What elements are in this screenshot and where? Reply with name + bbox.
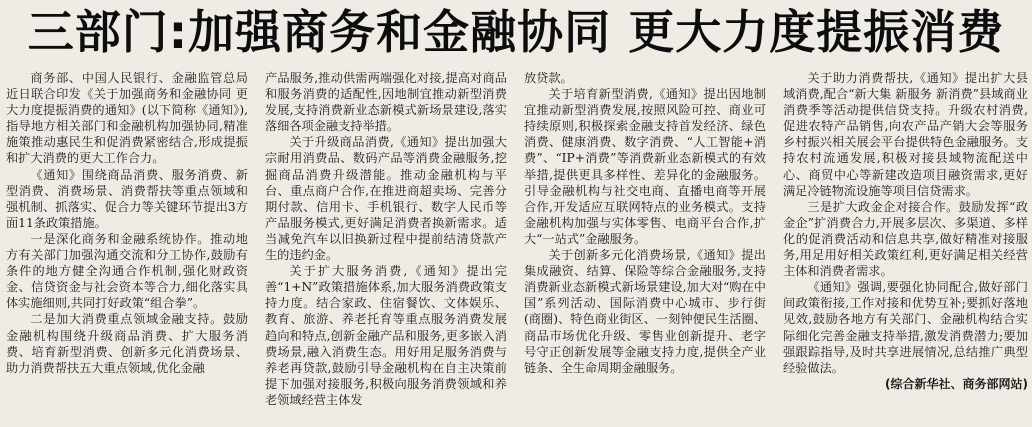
paragraph: 关于扩大服务消费,《通知》提出完善“1+N”政策措施体系,加大服务消费政策支持力度。结合家政、住宿餐饮、文体娱乐、教育、旅游、养老托育等重点服务消费发展趋向和特点,创新金融产品和服务,更多嵌入消费场景,融入消费生态。用好用足服务消费与养老再贷款,鼓励引导金融机构在自主决策前提下加强对接服务,积极向服务消费领域和养老领域经营主体发: [265, 264, 507, 407]
paragraph: 三是扩大政金企对接合作。鼓励发挥“政金企”扩消费合力,开展多层次、多渠道、多样化的促消费活动和信息共享,做好精准对接服务,用足用好相关政策红利,更好满足相关经营主体和消费者需求。: [783, 199, 1028, 279]
article-column-4: [783, 70, 1028, 424]
paragraph: 商务部、中国人民银行、金融监管总局近日联合印发《关于加强商务和金融协同 更大力度提振消费的通知》(以下简称《通知》),指导地方相关部门和金融机构加强协同,精准施策推动惠民生和促消费紧密结合,形成提振和扩大消费的更大工作合力。: [6, 71, 248, 166]
headline: 三部门:加强商务和金融协同 更大力度提振消费: [27, 5, 1005, 59]
paragraph: 《通知》强调,要强化协同配合,做好部门间政策衔接,工作对接和优势互补;要抓好落地见效,鼓励各地方有关部门、金融机构结合实际细化完善金融支持举措,激发消费潜力;要加强跟踪指导,及时共享进展情况,总结推广典型经验做法。: [783, 280, 1028, 375]
paragraph: 关于升级商品消费,《通知》提出加强大宗耐用消费品、数码产品等消费金融服务,挖掘商品消费升级潜能。推动金融机构与平台、重点商户合作,在推进商超卖场、完善分期付款、信用卡、手机银行、数字人民币等产品服务模式,更好满足消费者换新需求。适当减免汽车以旧换新过程中提前结清贷款产生的违约金。: [265, 135, 507, 263]
source-credit: (综合新华社、商务部网站): [885, 376, 1028, 391]
paragraph: 二是加大消费重点领域金融支持。鼓励金融机构围绕升级商品消费、扩大服务消费、培育新型消费、创新多元化消费场景、助力消费帮扶五大重点领域,优化金融: [6, 312, 248, 375]
paragraph: 一是深化商务和金融系统协作。推动地方有关部门加强沟通交流和分工协作,鼓励有条件的地方健全沟通合作机制,强化财政资金、信贷资金与社会资本等合力,细化落实具体实施细则,共同打好政策“组合拳”。: [6, 231, 248, 311]
paragraph-continued: 产品服务,推动供需两端强化对接,提高对商品和服务消费的适配性,因地制宜推动新型消费发展,支持消费新业态新模式新场景建设,落实落细各项金融支持举措。: [265, 71, 507, 134]
paragraph: 关于创新多元化消费场景,《通知》提出集成融资、结算、保险等综合金融服务,支持消费新业态新模式新场景建设,加大对“购在中国”系列活动、国际消费中心城市、步行街(商圈)、特色商业街区、一刻钟便民生活圈、商品市场优化升级、零售业创新提升、老字号守正创新发展等金融支持力度,提供全产业链条、全生命周期金融服务。: [524, 248, 766, 375]
paragraph-continued: 放贷款。: [524, 71, 573, 85]
paragraph: 关于助力消费帮扶,《通知》提出扩大县域消费,配合“新大集 新服务 新消费”县域商业消费季等活动提供信贷支持。升级农村消费,促进农特产品销售,向农产品产销大会等服务乡村振兴相关展会平台提供特色金融服务。支持农村流通发展,积极对接县域物流配送中心、商贸中心等新建改造项目融资需求,更好满足冷链物流设施等项目信贷需求。: [783, 71, 1028, 198]
article-column-1: [6, 70, 248, 424]
paragraph: 《通知》围绕商品消费、服务消费、新型消费、消费场景、消费帮扶等重点领域和强机制、抓落实、促合力等关键环节提出3方面11条政策措施。: [6, 167, 248, 230]
article-column-2: [265, 70, 507, 424]
paragraph: 关于培育新型消费,《通知》提出因地制宜推动新型消费发展,按照风险可控、商业可持续原则,积极探索金融支持首发经济、绿色消费、健康消费、数字消费、“人工智能+消费”、“IP+消费”等消费新业态新模式的有效举措,提供更具多样性、差异化的金融服务。引导金融机构与社交电商、直播电商等开展合作,开发适应互联网特点的业务模式。支持金融机构加强与实体零售、电商平台合作,扩大“一站式”金融服务。: [524, 87, 766, 246]
article-column-3: [524, 70, 766, 424]
article-body: [6, 70, 1028, 424]
